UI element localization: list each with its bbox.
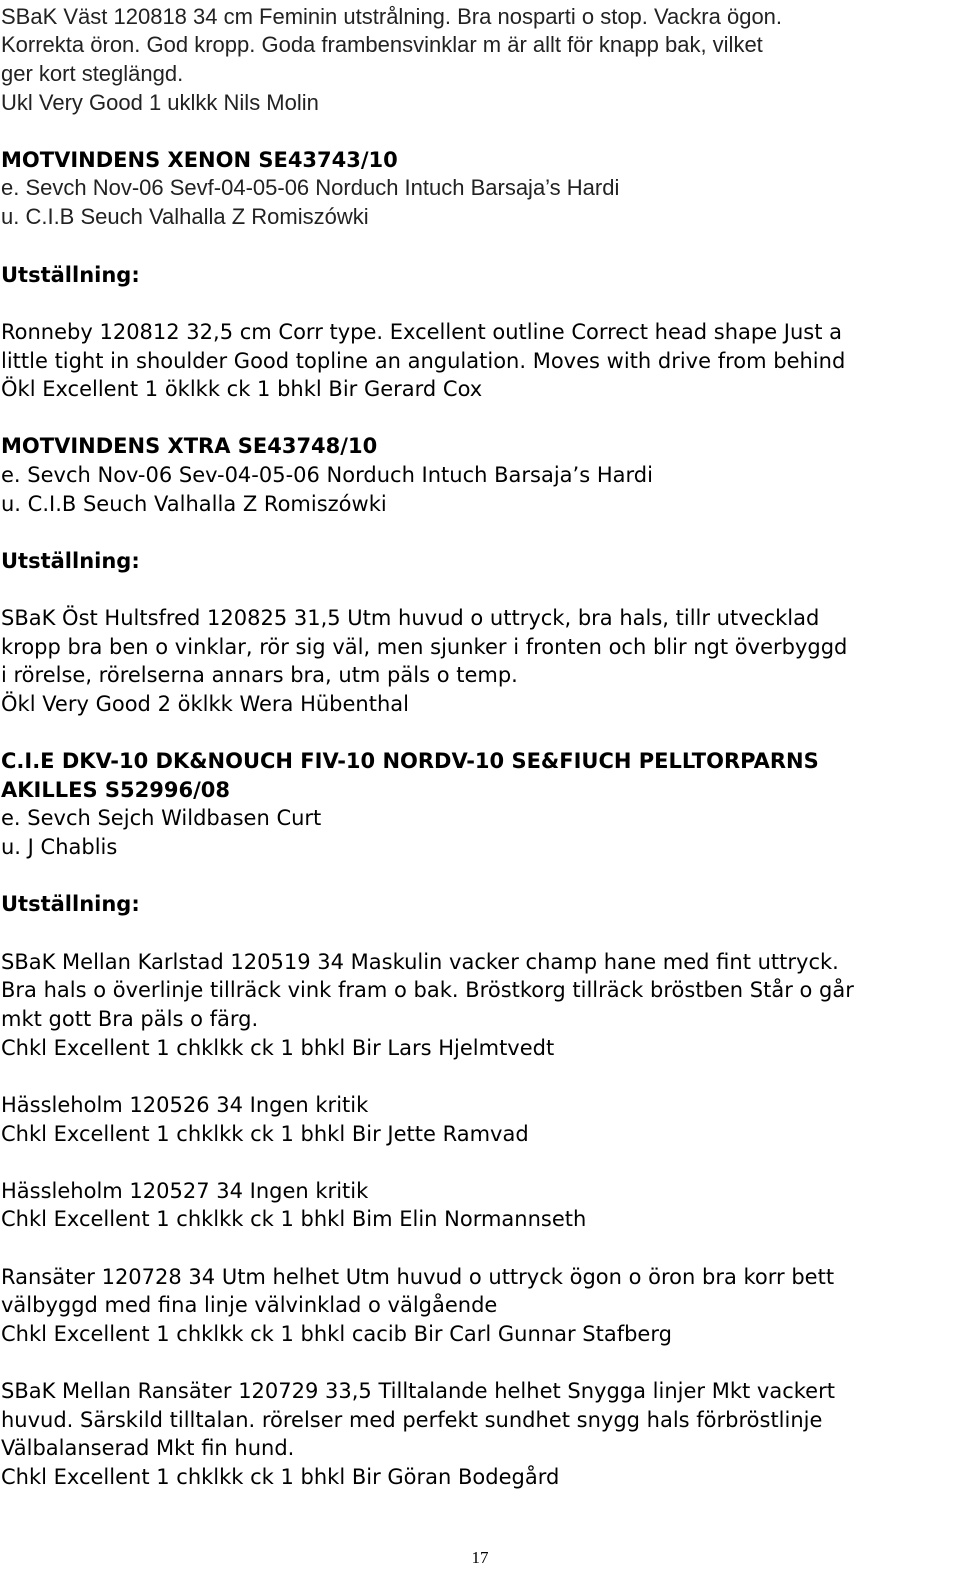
show-heading: Utställning: <box>1 549 140 573</box>
critique-line: Chkl Excellent 1 chklkk ck 1 bhkl Bir Göran Bodegård <box>1 1465 560 1489</box>
sire-line: e. Sevch Nov-06 Sev-04-05-06 Norduch Intuch Barsaja’s Hardi <box>1 463 653 487</box>
critique-line: Chkl Excellent 1 chklkk ck 1 bhkl Bir Jette Ramvad <box>1 1122 529 1146</box>
show-heading: Utställning: <box>1 892 140 916</box>
text-line: ger kort steglängd. <box>1 61 184 86</box>
critique-line: SBaK Öst Hultsfred 120825 31,5 Utm huvud o uttryck, bra hals, tillr utvecklad <box>1 606 820 630</box>
dam-line: u. J Chablis <box>1 835 118 859</box>
dog-name: MOTVINDENS XTRA SE43748/10 <box>1 434 378 458</box>
page-number: 17 <box>471 1548 489 1567</box>
critique-line: huvud. Särskild tilltalan. rörelser med perfekt sundhet snygg hals förbröstlinje <box>1 1408 823 1432</box>
critique-line: SBaK Mellan Karlstad 120519 34 Maskulin vacker champ hane med fint uttryck. <box>1 950 839 974</box>
critique-line: SBaK Mellan Ransäter 120729 33,5 Tilltalande helhet Snygga linjer Mkt vackert <box>1 1379 835 1403</box>
dog-name: AKILLES S52996/08 <box>1 778 230 802</box>
critique-line: kropp bra ben o vinklar, rör sig väl, men sjunker i fronten och blir ngt överbyggd <box>1 635 848 659</box>
critique-line: Ökl Very Good 2 öklkk Wera Hübenthal <box>1 692 409 716</box>
dog-name: C.I.E DKV-10 DK&NOUCH FIV-10 NORDV-10 SE&FIUCH PELLTORPARNS <box>1 749 819 773</box>
critique-line: Chkl Excellent 1 chklkk ck 1 bhkl Bir Lars Hjelmtvedt <box>1 1036 555 1060</box>
critique-line: i rörelse, rörelserna annars bra, utm päls o temp. <box>1 663 518 687</box>
text-line: SBaK Väst 120818 34 cm Feminin utstrålning. Bra nosparti o stop. Vackra ögon. <box>1 4 783 29</box>
show-heading: Utställning: <box>1 263 140 287</box>
sire-line: e. Sevch Sejch Wildbasen Curt <box>1 806 322 830</box>
dog-name: MOTVINDENS XENON SE43743/10 <box>1 148 398 172</box>
critique-line: Bra hals o överlinje tillräck vink fram o bak. Bröstkorg tillräck bröstben Står o går <box>1 978 854 1002</box>
critique-line: Välbalanserad Mkt fin hund. <box>1 1436 295 1460</box>
critique-line: Chkl Excellent 1 chklkk ck 1 bhkl Bim Elin Normannseth <box>1 1207 587 1231</box>
critique-line: Ransäter 120728 34 Utm helhet Utm huvud o uttryck ögon o öron bra korr bett <box>1 1265 835 1289</box>
dam-line: u. C.I.B Seuch Valhalla Z Romiszówki <box>1 204 369 229</box>
critique-line: little tight in shoulder Good topline an angulation. Moves with drive from behind <box>1 349 846 373</box>
text-line: Ukl Very Good 1 uklkk Nils Molin <box>1 90 319 115</box>
critique-line: Ronneby 120812 32,5 cm Corr type. Excellent outline Correct head shape Just a <box>1 320 843 344</box>
critique-line: mkt gott Bra päls o färg. <box>1 1007 259 1031</box>
critique-line: Hässleholm 120527 34 Ingen kritik <box>1 1179 369 1203</box>
text-line: Korrekta öron. God kropp. Goda frambensvinklar m är allt för knapp bak, vilket <box>1 32 763 57</box>
critique-line: Chkl Excellent 1 chklkk ck 1 bhkl cacib Bir Carl Gunnar Stafberg <box>1 1322 672 1346</box>
critique-line: Ökl Excellent 1 öklkk ck 1 bhkl Bir Gerard Cox <box>1 377 483 401</box>
critique-line: välbyggd med fina linje välvinklad o välgående <box>1 1293 498 1317</box>
sire-line: e. Sevch Nov-06 Sevf-04-05-06 Norduch Intuch Barsaja’s Hardi <box>1 175 620 200</box>
dam-line: u. C.I.B Seuch Valhalla Z Romiszówki <box>1 492 387 516</box>
critique-line: Hässleholm 120526 34 Ingen kritik <box>1 1093 369 1117</box>
